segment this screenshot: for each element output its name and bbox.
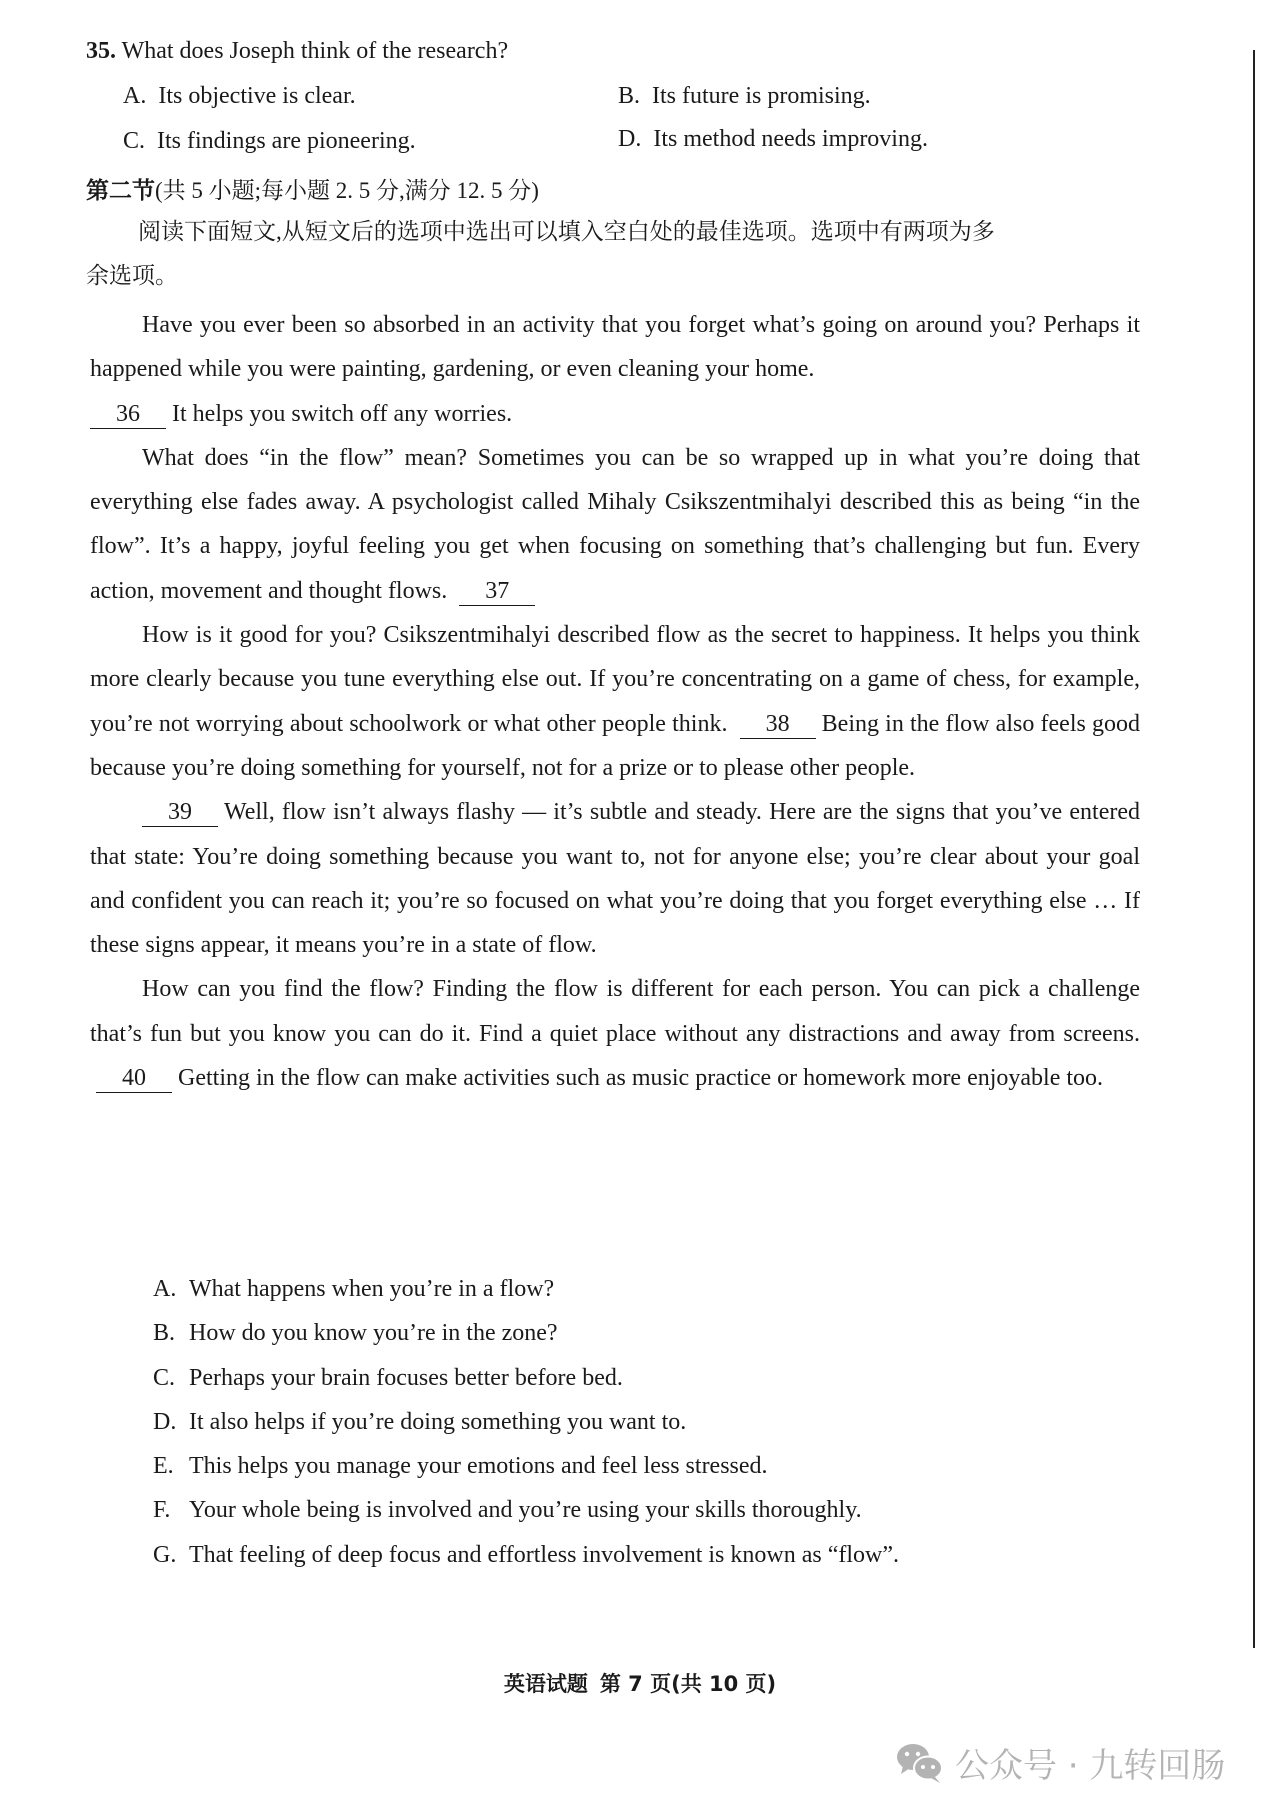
section-scoring: (共 5 小题;每小题 2. 5 分,满分 12. 5 分) — [155, 178, 539, 203]
choice-f — [153, 1495, 899, 1539]
blank-39: 39 — [142, 798, 218, 827]
choice-letter: A. — [153, 1276, 177, 1302]
choice-text: What happens when you’re in a flow? — [189, 1276, 555, 1302]
paragraph-1 — [90, 303, 1140, 436]
question-text: What does Joseph think of the research? — [121, 38, 509, 64]
blank-38: 38 — [740, 710, 816, 739]
q35-option-d — [618, 126, 928, 153]
choice-e — [153, 1451, 899, 1495]
paragraph-text: What does “in the flow” mean? Sometimes you can be so wrapped up in what you’re doing that everything else fades away. A psychologist called Mihaly Csikszentmihalyi described this as being “in the flow”. It’s a happy, joyful feeling you get when focusing on something that’s challenging but fun. Every action, movement and thought flows. — [90, 444, 1140, 604]
question-number: 35. — [86, 38, 116, 64]
blank-36: 36 — [90, 400, 166, 429]
choice-a — [153, 1274, 899, 1318]
choice-text: That feeling of deep focus and effortless involvement is known as “flow”. — [189, 1541, 900, 1568]
paragraph-text: Being in the flow also feels good because you’re doing something for yourself, not for a prize or to please other people. — [90, 710, 1141, 781]
section-heading — [86, 172, 539, 205]
choice-text: Perhaps your brain focuses better before bed. — [189, 1364, 623, 1391]
paragraph-3 — [90, 613, 1140, 790]
q35-option-b — [618, 83, 871, 110]
paragraph-4 — [90, 790, 1140, 967]
choice-letter: B. — [153, 1320, 176, 1347]
paragraph-5 — [90, 967, 1140, 1100]
paragraph-text: Have you ever been so absorbed in an activity that you forget what’s going on around you? Perhaps it happened while you were painting, gardening, or even cleaning your home. — [90, 312, 1140, 383]
watermark — [895, 1738, 1225, 1787]
footer-subject: 英语试题 — [503, 1672, 588, 1696]
option-letter: B. — [618, 83, 641, 109]
option-text: Its future is promising. — [652, 83, 871, 109]
choice-c — [153, 1363, 899, 1407]
page-footer — [0, 1668, 1280, 1698]
question-35-stem — [86, 38, 508, 65]
choice-letter: G. — [153, 1541, 177, 1568]
reading-passage — [90, 303, 1140, 1100]
footer-page-number: 第 7 页(共 10 页) — [599, 1672, 777, 1696]
paragraph-text: How is it good for you? Csikszentmihalyi described flow as the secret to happiness. It helps you think more clearly because you tune everything else out. If you’re concentrating on a game of chess, for example, you’re not worrying about schoolwork or what other people think. — [90, 622, 1140, 737]
choice-letter: D. — [153, 1408, 177, 1435]
choice-letter: E. — [153, 1453, 174, 1480]
choice-text: This helps you manage your emotions and feel less stressed. — [189, 1453, 768, 1480]
choice-letter: F. — [153, 1497, 171, 1524]
paragraph-text: How can you find the flow? Finding the flow is different for each person. You can pick a challenge that’s fun but you know you can do it. Find a quiet place without any distractions and away from screens. — [90, 976, 1140, 1047]
paragraph-text: It helps you switch off any worries. — [172, 400, 513, 427]
choice-text: Your whole being is involved and you’re using your skills thoroughly. — [189, 1497, 862, 1524]
option-text: Its objective is clear. — [158, 83, 356, 109]
blank-37: 37 — [459, 577, 535, 606]
choice-d — [153, 1407, 899, 1451]
watermark-text: 公众号 · 九转回肠 — [955, 1746, 1226, 1786]
paragraph-text: Well, flow isn’t always flashy — it’s subtle and steady. Here are the signs that you’ve entered that state: You’re doing something because you want to, not for anyone else; you’re clear about your goal and confident you can reach it; you’re so focused on what you’re doing that you forget everything else … If these signs appear, it means you’re in a state of flow. — [90, 799, 1140, 959]
q35-option-c — [123, 128, 416, 155]
choice-text: It also helps if you’re doing something you want to. — [189, 1408, 687, 1435]
instructions-line-1: 阅读下面短文,从短文后的选项中选出可以填入空白处的最佳选项。选项中有两项为多 — [138, 219, 995, 244]
blank-40: 40 — [96, 1064, 172, 1093]
choice-letter: C. — [153, 1364, 176, 1391]
section-title: 第二节 — [86, 178, 155, 203]
option-text: Its method needs improving. — [653, 126, 928, 152]
option-text: Its findings are pioneering. — [157, 128, 416, 154]
paragraph-2 — [90, 436, 1140, 613]
wechat-icon — [895, 1741, 945, 1785]
instructions-line-2: 余选项。 — [86, 263, 178, 288]
margin-rule-line — [1253, 50, 1255, 1648]
option-letter: A. — [123, 83, 147, 109]
option-letter: D. — [618, 126, 642, 152]
choice-b — [153, 1318, 899, 1362]
option-letter: C. — [123, 128, 146, 154]
choice-text: How do you know you’re in the zone? — [189, 1320, 558, 1347]
answer-choices — [153, 1274, 899, 1584]
choice-g — [153, 1540, 899, 1584]
q35-option-a — [123, 83, 356, 110]
paragraph-text: Getting in the flow can make activities such as music practice or homework more enjoyable too. — [178, 1065, 1104, 1092]
